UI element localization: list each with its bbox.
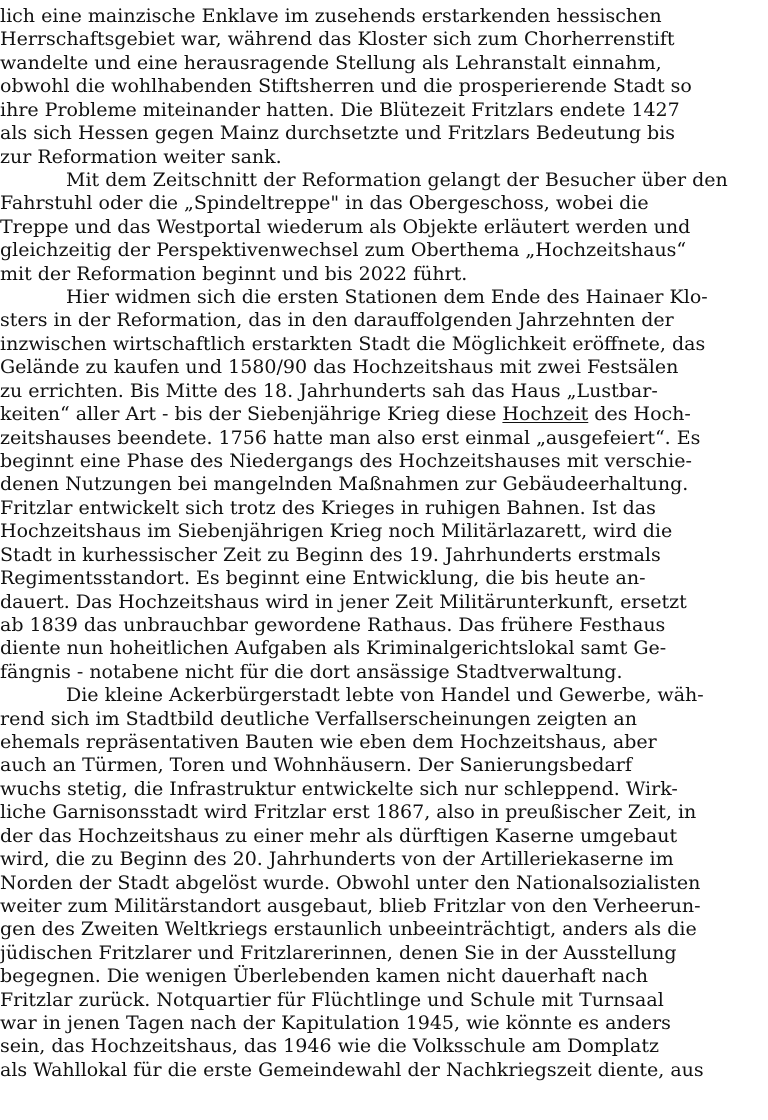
text-line: begegnen. Die wenigen Überlebenden kamen nicht dauerhaft nach [0, 965, 649, 988]
text-line [0, 402, 758, 427]
text-line: als Wahllokal für die erste Gemeindewahl der Nachkriegszeit diente, aus [0, 1058, 704, 1081]
text-line: ab 1839 das unbrauchbar gewordene Rathaus. Das frühere Festhaus [0, 613, 666, 636]
text-line: auch an Türmen, Toren und Wohnhäusern. Der Sanierungsbedarf [0, 754, 632, 777]
text-line: sein, das Hochzeitshaus, das 1946 wie die Volksschule am Domplatz [0, 1035, 659, 1058]
text-line: weiter zum Militärstandort ausgebaut, blieb Fritzlar von den Verheerun- [0, 894, 701, 917]
text-line: mit der Reformation beginnt und bis 2022 führt. [0, 262, 468, 285]
text-line: gen des Zweiten Weltkriegs erstaunlich unbeeinträchtigt, anders als die [0, 918, 697, 941]
text-line: wird, die zu Beginn des 20. Jahrhunderts von der Artilleriekaserne im [0, 848, 674, 871]
text-line: jüdischen Fritzlarer und Fritzlarerinnen, denen Sie in der Ausstellung [0, 941, 677, 964]
text-line: fängnis - notabene nicht für die dort ansässige Stadtverwaltung. [0, 660, 623, 683]
text-line: gleichzeitig der Perspektivenwechsel zum Oberthema „Hochzeitshaus“ [0, 239, 687, 262]
text-line: sters in der Reformation, das in den darauffolgenden Jahrzehnten der [0, 309, 674, 332]
text-line: Hier widmen sich die ersten Stationen dem Ende des Hainaer Klo- [66, 286, 708, 309]
text-line: Treppe und das Westportal wiederum als Objekte erläutert werden und [0, 215, 691, 238]
text-line: Gelände zu kaufen und 1580/90 das Hochzeitshaus mit zwei Festsälen [0, 356, 679, 379]
text-line: war in jenen Tagen nach der Kapitulation 1945, wie könnte es anders [0, 1012, 671, 1035]
text-segment: des Hoch- [588, 403, 691, 426]
text-line: Herrschaftsgebiet war, während das Kloster sich zum Chorherrenstift [0, 28, 675, 51]
text-line: obwohl die wohlhabenden Stiftsherren und die prosperierende Stadt so [0, 75, 692, 98]
text-line: inzwischen wirtschaftlich erstarkten Stadt die Möglichkeit eröffnete, das [0, 332, 706, 355]
text-line: zeitshauses beendete. 1756 hatte man also erst einmal „ausgefeiert“. Es [0, 426, 701, 449]
text-line: diente nun hoheitlichen Aufgaben als Kriminalgerichtslokal samt Ge- [0, 637, 667, 660]
text-line: rend sich im Stadtbild deutliche Verfallserscheinungen zeigten an [0, 707, 637, 730]
underlined-word: Hochzeit [502, 403, 589, 426]
text-line: ihre Probleme miteinander hatten. Die Blütezeit Fritzlars endete 1427 [0, 98, 680, 121]
text-line: Norden der Stadt abgelöst wurde. Obwohl unter den Nationalsozialisten [0, 871, 701, 894]
text-line: lich eine mainzische Enklave im zusehends erstarkenden hessischen [0, 5, 662, 27]
text-line: Hochzeitshaus im Siebenjährigen Krieg noch Militärlazarett, wird die [0, 520, 673, 543]
text-line: Fahrstuhl oder die „Spindeltreppe" in das Obergeschoss, wobei die [0, 192, 649, 215]
text-line: Fritzlar zurück. Notquartier für Flüchtlinge und Schule mit Turnsaal [0, 988, 664, 1011]
text-segment: keiten“ aller Art - bis der Siebenjährige Krieg diese [0, 403, 503, 426]
text-line: wuchs stetig, die Infrastruktur entwickelte sich nur schleppend. Wirk- [0, 777, 678, 800]
text-line: Mit dem Zeitschnitt der Reformation gelangt der Besucher über den [66, 168, 728, 191]
text-line: wandelte und eine herausragende Stellung als Lehranstalt einnahm, [0, 51, 662, 74]
text-line: Stadt in kurhessischer Zeit zu Beginn des 19. Jahrhunderts erstmals [0, 543, 661, 566]
text-line: ehemals repräsentativen Bauten wie eben dem Hochzeitshaus, aber [0, 731, 657, 754]
text-line: dauert. Das Hochzeitshaus wird in jener Zeit Militärunterkunft, ersetzt [0, 590, 687, 613]
text-line: zu errichten. Bis Mitte des 18. Jahrhunderts sah das Haus „Lustbar- [0, 379, 658, 402]
text-line: als sich Hessen gegen Mainz durchsetzte und Fritzlars Bedeutung bis [0, 122, 676, 145]
text-line: Fritzlar entwickelt sich trotz des Krieges in ruhigen Bahnen. Ist das [0, 496, 656, 519]
text-line: der das Hochzeitshaus zu einer mehr als dürftigen Kaserne umgebaut [0, 824, 678, 847]
text-line: liche Garnisonsstadt wird Fritzlar erst 1867, also in preußischer Zeit, in [0, 801, 697, 824]
text-line: zur Reformation weiter sank. [0, 145, 282, 168]
text-line: Die kleine Ackerbürgerstadt lebte von Handel und Gewerbe, wäh- [66, 684, 704, 707]
text-line: beginnt eine Phase des Niedergangs des Hochzeitshauses mit verschie- [0, 449, 692, 472]
text-line: denen Nutzungen bei mangelnden Maßnahmen zur Gebäudeerhaltung. [0, 473, 689, 496]
text-line: Regimentsstandort. Es beginnt eine Entwicklung, die bis heute an- [0, 567, 646, 590]
